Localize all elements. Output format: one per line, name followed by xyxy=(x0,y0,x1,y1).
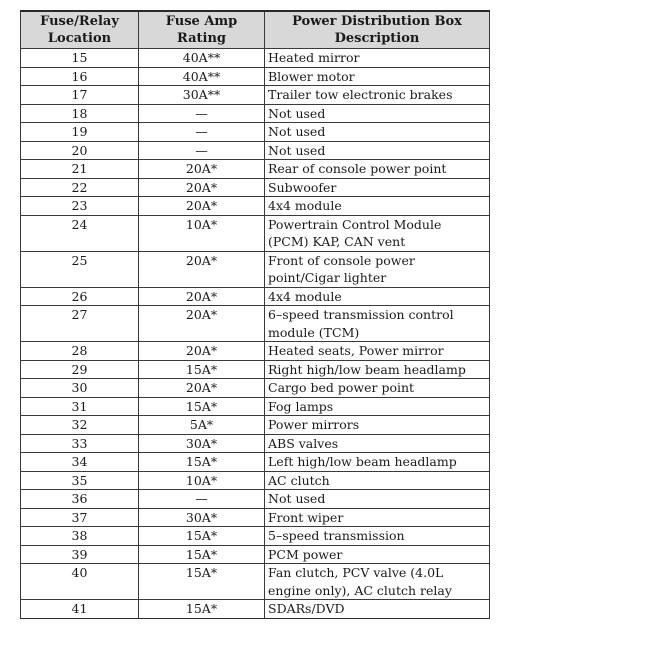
fuse-rating-cell: 15A* xyxy=(139,527,265,546)
description-line: Rear of console power point xyxy=(268,161,447,176)
fuse-location-cell: 33 xyxy=(21,434,139,453)
fuse-rating-cell: 20A* xyxy=(139,197,265,216)
fuse-rating-cell: — xyxy=(139,123,265,142)
table-row xyxy=(21,104,490,123)
fuse-location-cell: 20 xyxy=(21,141,139,160)
header-row xyxy=(21,11,490,49)
description-line: 4x4 module xyxy=(268,198,342,213)
fuse-rating-cell: 5A* xyxy=(139,416,265,435)
table-row xyxy=(21,141,490,160)
header-location xyxy=(21,11,139,49)
table-row xyxy=(21,360,490,379)
fuse-table-body xyxy=(21,49,490,619)
description-line: Not used xyxy=(268,124,326,139)
fuse-rating-cell: 40A** xyxy=(139,67,265,86)
description-line: Heated seats, Power mirror xyxy=(268,343,444,358)
fuse-location-cell: 28 xyxy=(21,342,139,361)
description-line: Power mirrors xyxy=(268,417,360,432)
fuse-location-cell: 31 xyxy=(21,397,139,416)
fuse-rating-cell: 10A* xyxy=(139,215,265,251)
fuse-location-cell: 17 xyxy=(21,86,139,105)
header-location-line2: Location xyxy=(47,31,112,46)
fuse-description-cell xyxy=(265,306,490,342)
header-description-line2: Description xyxy=(334,31,420,46)
table-row xyxy=(21,564,490,600)
fuse-location-cell: 35 xyxy=(21,471,139,490)
description-line: Not used xyxy=(268,142,326,158)
table-row xyxy=(21,490,490,509)
fuse-description-cell xyxy=(265,67,490,86)
table-row xyxy=(21,287,490,306)
fuse-description-cell xyxy=(265,471,490,490)
description-line: Not used xyxy=(268,105,326,121)
description-line: AC clutch xyxy=(268,472,330,488)
header-description xyxy=(265,11,490,49)
header-rating-line1: Fuse Amp xyxy=(165,14,238,29)
fuse-rating-cell: 40A** xyxy=(139,49,265,68)
description-line: Fan clutch, PCV valve (4.0L xyxy=(268,565,444,580)
fuse-description-cell xyxy=(265,342,490,361)
fuse-location-cell: 22 xyxy=(21,178,139,197)
description-line: (PCM) KAP, CAN vent xyxy=(268,234,406,249)
fuse-description-cell xyxy=(265,416,490,435)
fuse-rating-cell: — xyxy=(139,141,265,160)
description-line: Subwoofer xyxy=(268,179,337,195)
fuse-location-cell: 32 xyxy=(21,416,139,435)
table-row xyxy=(21,453,490,472)
fuse-table xyxy=(20,10,490,619)
table-row xyxy=(21,86,490,105)
table-row xyxy=(21,251,490,287)
fuse-rating-cell: 30A** xyxy=(139,86,265,105)
fuse-location-cell: 15 xyxy=(21,49,139,68)
table-row xyxy=(21,306,490,342)
fuse-rating-cell: 10A* xyxy=(139,471,265,490)
fuse-location-cell: 18 xyxy=(21,104,139,123)
fuse-table-container xyxy=(20,10,489,619)
table-row xyxy=(21,178,490,197)
description-line: point/Cigar lighter xyxy=(268,270,387,285)
fuse-rating-cell: 20A* xyxy=(139,178,265,197)
table-row xyxy=(21,527,490,546)
table-row xyxy=(21,600,490,619)
fuse-location-cell: 41 xyxy=(21,600,139,619)
fuse-location-cell: 16 xyxy=(21,67,139,86)
description-line: engine only), AC clutch relay xyxy=(268,582,452,598)
table-row xyxy=(21,160,490,179)
fuse-location-cell: 25 xyxy=(21,251,139,287)
fuse-description-cell xyxy=(265,178,490,197)
fuse-location-cell: 24 xyxy=(21,215,139,251)
fuse-description-cell xyxy=(265,434,490,453)
fuse-description-cell xyxy=(265,490,490,509)
description-line: Blower motor xyxy=(268,68,355,84)
table-row xyxy=(21,397,490,416)
description-line: Front wiper xyxy=(268,509,344,525)
fuse-description-cell xyxy=(265,600,490,619)
fuse-location-cell: 40 xyxy=(21,564,139,600)
fuse-description-cell xyxy=(265,197,490,216)
fuse-location-cell: 38 xyxy=(21,527,139,546)
description-line: 4x4 module xyxy=(268,288,342,304)
fuse-location-cell: 27 xyxy=(21,306,139,342)
description-line: 5–speed transmission xyxy=(268,528,405,543)
description-line: Left high/low beam headlamp xyxy=(268,454,457,469)
table-row xyxy=(21,508,490,527)
fuse-description-cell xyxy=(265,397,490,416)
fuse-rating-cell: 20A* xyxy=(139,287,265,306)
fuse-location-cell: 30 xyxy=(21,379,139,398)
fuse-rating-cell: 20A* xyxy=(139,306,265,342)
table-row xyxy=(21,416,490,435)
fuse-description-cell xyxy=(265,141,490,160)
fuse-rating-cell: 20A* xyxy=(139,342,265,361)
description-line: SDARs/DVD xyxy=(268,601,345,616)
fuse-rating-cell: — xyxy=(139,104,265,123)
fuse-location-cell: 37 xyxy=(21,508,139,527)
fuse-rating-cell: — xyxy=(139,490,265,509)
fuse-rating-cell: 15A* xyxy=(139,453,265,472)
fuse-description-cell xyxy=(265,104,490,123)
fuse-location-cell: 21 xyxy=(21,160,139,179)
fuse-description-cell xyxy=(265,123,490,142)
fuse-description-cell xyxy=(265,49,490,68)
table-row xyxy=(21,342,490,361)
description-line: Fog lamps xyxy=(268,398,334,414)
fuse-table-header xyxy=(21,11,490,49)
fuse-rating-cell: 15A* xyxy=(139,564,265,600)
table-row xyxy=(21,434,490,453)
description-line: Not used xyxy=(268,491,326,506)
description-line: 6–speed transmission control xyxy=(268,307,454,322)
fuse-rating-cell: 30A* xyxy=(139,508,265,527)
description-line: Cargo bed power point xyxy=(268,380,415,395)
fuse-description-cell xyxy=(265,508,490,527)
header-description-line1: Power Distribution Box xyxy=(292,14,462,29)
table-row xyxy=(21,471,490,490)
fuse-description-cell xyxy=(265,379,490,398)
table-row xyxy=(21,379,490,398)
table-row xyxy=(21,123,490,142)
fuse-description-cell xyxy=(265,251,490,287)
fuse-rating-cell: 20A* xyxy=(139,251,265,287)
fuse-rating-cell: 20A* xyxy=(139,379,265,398)
fuse-description-cell xyxy=(265,527,490,546)
fuse-rating-cell: 30A* xyxy=(139,434,265,453)
description-line: Powertrain Control Module xyxy=(268,216,442,232)
table-row xyxy=(21,545,490,564)
header-rating-line2: Rating xyxy=(176,31,226,46)
fuse-description-cell xyxy=(265,453,490,472)
fuse-description-cell xyxy=(265,545,490,564)
fuse-rating-cell: 15A* xyxy=(139,545,265,564)
description-line: PCM power xyxy=(268,546,343,562)
description-line: Front of console power xyxy=(268,252,415,268)
description-line: Right high/low beam headlamp xyxy=(268,361,466,377)
fuse-rating-cell: 15A* xyxy=(139,600,265,619)
description-line: Heated mirror xyxy=(268,50,360,65)
fuse-rating-cell: 15A* xyxy=(139,397,265,416)
description-line: ABS valves xyxy=(268,435,339,451)
fuse-rating-cell: 20A* xyxy=(139,160,265,179)
table-row xyxy=(21,67,490,86)
description-line: module (TCM) xyxy=(268,324,360,340)
fuse-location-cell: 29 xyxy=(21,360,139,379)
table-row xyxy=(21,197,490,216)
header-location-line1: Fuse/Relay xyxy=(40,14,119,29)
fuse-description-cell xyxy=(265,360,490,379)
description-line: Trailer tow electronic brakes xyxy=(268,87,453,102)
fuse-description-cell xyxy=(265,86,490,105)
fuse-location-cell: 36 xyxy=(21,490,139,509)
fuse-location-cell: 34 xyxy=(21,453,139,472)
fuse-description-cell xyxy=(265,564,490,600)
table-row xyxy=(21,215,490,251)
fuse-location-cell: 19 xyxy=(21,123,139,142)
table-row xyxy=(21,49,490,68)
fuse-description-cell xyxy=(265,215,490,251)
fuse-location-cell: 23 xyxy=(21,197,139,216)
fuse-description-cell xyxy=(265,160,490,179)
header-rating xyxy=(139,11,265,49)
fuse-rating-cell: 15A* xyxy=(139,360,265,379)
fuse-description-cell xyxy=(265,287,490,306)
fuse-location-cell: 26 xyxy=(21,287,139,306)
fuse-location-cell: 39 xyxy=(21,545,139,564)
